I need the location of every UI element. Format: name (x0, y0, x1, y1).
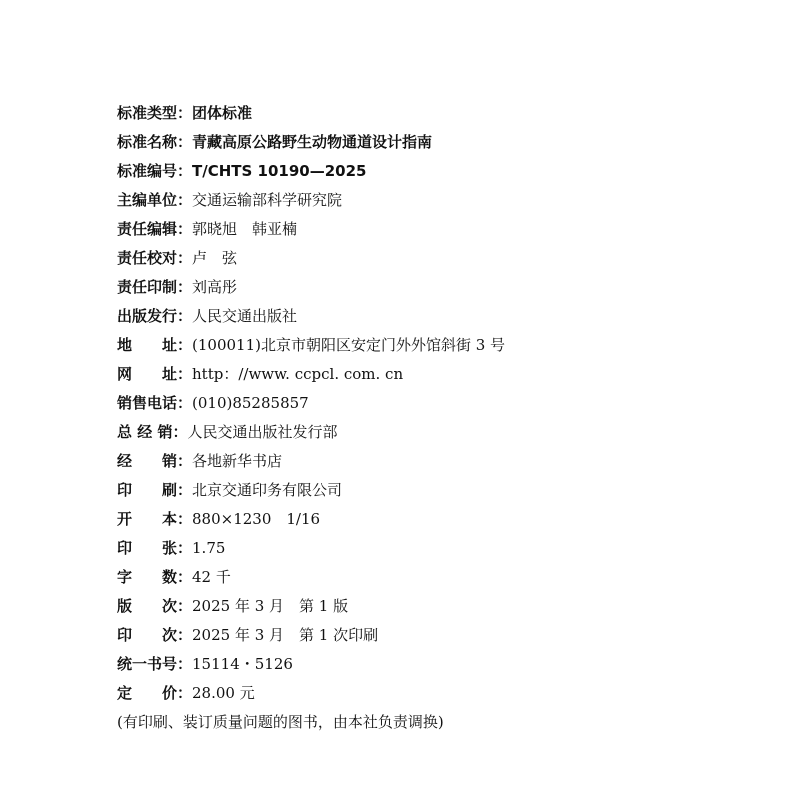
row-value: 北京交通印务有限公司 (192, 481, 343, 499)
row-label: 印 张： (117, 539, 193, 557)
colophon-row-impression (117, 621, 757, 650)
row-value: 团体标准 (192, 104, 253, 122)
row-value: 42 千 (192, 568, 231, 586)
row-value: 青藏高原公路野生动物通道设计指南 (192, 133, 433, 151)
row-value: 28.00 元 (192, 684, 255, 702)
colophon-row-price (117, 679, 757, 708)
row-label: 印 次： (117, 626, 193, 644)
row-value: 880×1230 1/16 (192, 510, 321, 528)
row-value: 各地新华书店 (192, 452, 283, 470)
row-value: 郭晓旭 韩亚楠 (192, 220, 298, 238)
colophon-row-edition (117, 592, 757, 621)
colophon-row-responsible-editor (117, 215, 757, 244)
colophon-row-sales-phone (117, 389, 757, 418)
colophon-row-printer (117, 476, 757, 505)
colophon-row-print-supervisor (117, 273, 757, 302)
row-value: 2025 年 3 月 第 1 次印刷 (192, 626, 379, 644)
colophon-row-distributor (117, 447, 757, 476)
colophon-row-chief-editor-unit (117, 186, 757, 215)
row-label: 标准编号： (117, 162, 193, 180)
colophon-block (117, 99, 757, 737)
row-label: 统一书号： (117, 655, 193, 673)
row-value: http：//www. ccpcl. com. cn (192, 365, 404, 383)
row-label: 经 销： (117, 452, 193, 470)
row-value: 2025 年 3 月 第 1 版 (192, 597, 349, 615)
colophon-row-standard-number (117, 157, 757, 186)
row-label: 标准名称： (117, 133, 193, 151)
row-value: 卢 弦 (192, 249, 238, 267)
colophon-row-general-distributor (117, 418, 757, 447)
colophon-row-unified-book-number (117, 650, 757, 679)
row-label: 印 刷： (117, 481, 193, 499)
row-value: 人民交通出版社 (192, 307, 298, 325)
row-label: 责任校对： (117, 249, 193, 267)
colophon-row-website (117, 360, 757, 389)
row-label: 字 数： (117, 568, 193, 586)
colophon-row-standard-name (117, 128, 757, 157)
row-label: 定 价： (117, 684, 193, 702)
row-value: (010)85285857 (192, 394, 309, 412)
colophon-row-printed-sheets (117, 534, 757, 563)
colophon-row-publisher (117, 302, 757, 331)
row-label: 标准类型： (117, 104, 193, 122)
row-value: T/CHTS 10190—2025 (192, 162, 367, 180)
row-label: 主编单位： (117, 191, 193, 209)
colophon-row-standard-type (117, 99, 757, 128)
row-value: 15114・5126 (192, 655, 293, 673)
colophon-row-format (117, 505, 757, 534)
row-label: 网 址： (117, 365, 193, 383)
row-label: 总 经 销： (117, 423, 188, 441)
row-value: (100011)北京市朝阳区安定门外外馆斜街 3 号 (192, 336, 506, 354)
row-label: 销售电话： (117, 394, 193, 412)
row-value: 人民交通出版社发行部 (187, 423, 338, 441)
colophon-row-address (117, 331, 757, 360)
row-value: 1.75 (192, 539, 226, 557)
row-value: 刘高彤 (192, 278, 238, 296)
row-label: 开 本： (117, 510, 193, 528)
row-label: 版 次： (117, 597, 193, 615)
colophon-row-proofreader (117, 244, 757, 273)
row-label: 责任印制： (117, 278, 193, 296)
row-label: 出版发行： (117, 307, 193, 325)
row-label: 地 址： (117, 336, 193, 354)
quality-note: (有印刷、装订质量问题的图书，由本社负责调换) (117, 713, 444, 731)
colophon-row-word-count (117, 563, 757, 592)
row-value: 交通运输部科学研究院 (192, 191, 343, 209)
row-label: 责任编辑： (117, 220, 193, 238)
